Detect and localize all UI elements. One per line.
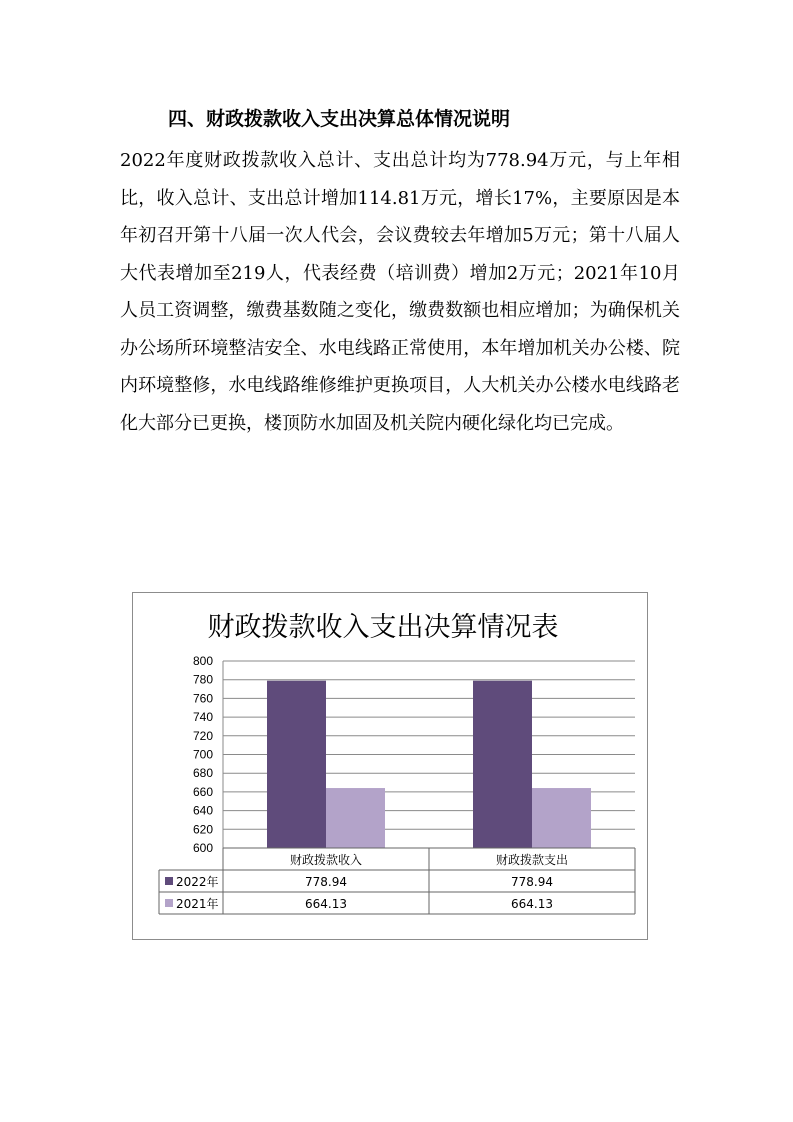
y-axis-ticks (193, 654, 213, 855)
bar (326, 788, 385, 848)
y-tick-label: 640 (192, 803, 213, 818)
chart-frame (132, 592, 648, 940)
legend-swatch (165, 899, 173, 907)
x-category-label: 财政拨款收入 (289, 853, 363, 867)
legend-swatch (165, 877, 173, 885)
section-heading: 四、财政拨款收入支出决算总体情况说明 (168, 108, 511, 130)
y-tick-label: 620 (192, 822, 213, 837)
data-value-label: 664.13 (305, 897, 347, 911)
bars (267, 681, 591, 848)
chart-title: 财政拨款收入支出决算情况表 (207, 612, 559, 643)
data-value-label: 664.13 (511, 897, 553, 911)
data-table (159, 848, 635, 914)
body-paragraph: 2022年度财政拨款收入总计、支出总计均为778.94万元，与上年相比，收入总计、支出总计增加114.81万元，增长17%，主要原因是本年初召开第十八届一次人代会，会议费较去年增加5万元；第十八届人大代表增加至219人，代表经费（培训费）增加2万元；2021年10月人员工资调整，缴费基数随之变化，缴费数额也相应增加；为确保机关办公场所环境整洁安全、水电线路正常使用，本年增加机关办公楼、院内环境整修，水电线路维修维护更换项目，人大机关办公楼水电线路老化大部分已更换，楼顶防水加固及机关院内硬化绿化均已完成。 (120, 150, 680, 434)
y-tick-label: 780 (192, 672, 213, 687)
y-tick-label: 720 (192, 728, 213, 743)
y-tick-label: 760 (192, 691, 213, 706)
legend-label: 2021年 (176, 897, 219, 911)
bar-chart (133, 593, 649, 941)
y-tick-label: 700 (192, 747, 213, 762)
y-tick-label: 600 (192, 841, 213, 855)
bar (532, 788, 591, 848)
y-tick-label: 680 (192, 766, 213, 781)
y-tick-label: 660 (192, 784, 213, 799)
y-tick-label: 740 (192, 710, 213, 725)
x-category-label: 财政拨款支出 (495, 853, 569, 867)
y-tick-label: 800 (192, 654, 213, 668)
bar (473, 681, 532, 848)
legend-label: 2022年 (176, 875, 219, 889)
data-value-label: 778.94 (511, 875, 553, 889)
bar (267, 681, 326, 848)
data-value-label: 778.94 (305, 875, 347, 889)
